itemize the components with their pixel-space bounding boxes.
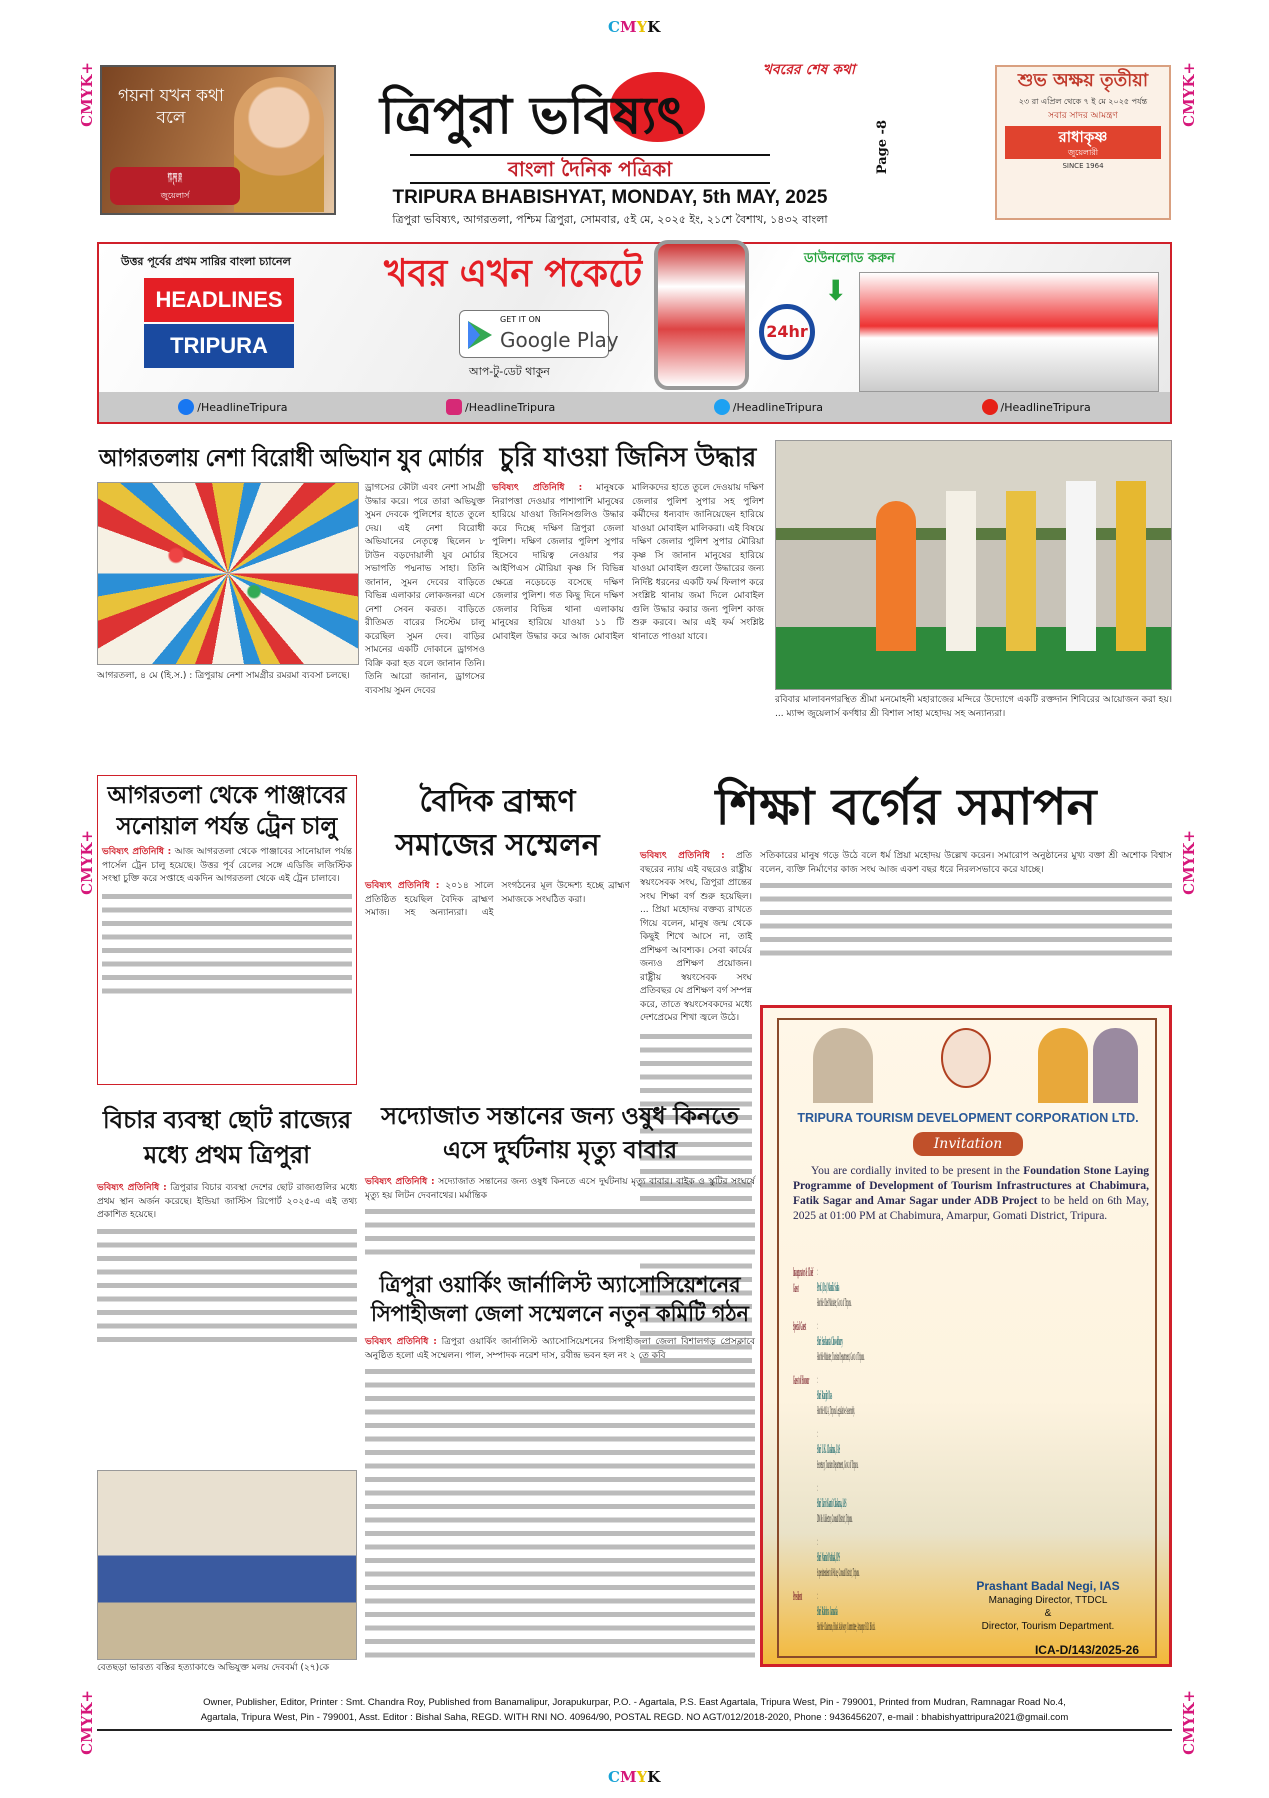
social-facebook[interactable]: /HeadlineTripura bbox=[178, 399, 287, 415]
signatory: Prashant Badal Negi, IAS Managing Director, TTDCL & Director, Tourism Department. bbox=[976, 1579, 1120, 1632]
imprint-line-2: Agartala, Tripura West, Pin - 799001, Asst. Editor : Bishal Saha, REGD. WITH RNI NO. 40964/90, POSTAL REGD. NO AGT/012/2018-2020, Phone : 9436456207, e-mail : bhabishyattripura2021@gmail.com bbox=[200, 1712, 1069, 1723]
subtitle: বাংলা দৈনিক পত্রিকা bbox=[410, 154, 770, 184]
headline-a1: আগরতলায় নেশা বিরোধী অভিযান যুব মোর্চার bbox=[99, 444, 484, 472]
page-number: Page -8 bbox=[875, 120, 890, 175]
cmyk-mark-right-bottom: CMYK+ bbox=[1180, 1690, 1198, 1755]
ad-since: SINCE 1964 bbox=[1062, 161, 1104, 170]
youtube-icon bbox=[982, 399, 998, 415]
guest-row: President : Shri Rabitra Jamatia Hon'ble Chairman, Block Advisory Committee, Amarpur R.D. Block. bbox=[793, 1588, 876, 1633]
guest-row: Special Guest : Shri Sushanta Chowdhury Hon'ble Minister, Tourism Department, Govt. of Tripura. bbox=[793, 1318, 865, 1363]
headline-a5: শিক্ষা বর্গের সমাপন bbox=[715, 777, 1097, 836]
dateline-english: TRIPURA BHABISHYAT, MONDAY, 5th MAY, 2025 bbox=[392, 187, 828, 208]
body-a8: ভবিষ্যৎ প্রতিনিধি : ত্রিপুরা ওয়ার্কিং জার্নালিস্ট অ্যাসোসিয়েশনের সিপাহীজলা জেলা বিশালগড় প্রেসক্লাবে অনুষ্ঠিত হলো এই সম্মেলন। পাল, সম্পাদক নরেশ দাস, রবীন্দ্র ভবন হল নং ২ তে কবি bbox=[365, 1336, 755, 1665]
play-store-icon bbox=[468, 321, 492, 349]
tripura-logo bbox=[941, 1028, 991, 1088]
tourism-invitation-ad[interactable] bbox=[760, 1005, 1172, 1667]
social-bar bbox=[99, 392, 1170, 422]
guest-row: : Shri U.K. Chakma, IAS Secretary, Tourism Department, Govt. of Tripura. bbox=[817, 1426, 859, 1471]
website-mockup bbox=[859, 272, 1159, 392]
body-a6: ভবিষ্যৎ প্রতিনিধি : ত্রিপুরার বিচার ব্যবস্থা দেশের ছোট রাজ্যগুলির মধ্যে প্রথম স্থান অর্জন করেছে। ইন্ডিয়া জাস্টিস রিপোর্ট ২০২৫-এ এই তথ্য প্রকাশিত হয়েছে। bbox=[97, 1182, 357, 1345]
caption-a1: আগরতলা, ৪ মে (হি.স.) : ত্রিপুরায় নেশা সামগ্রীর রমরমা ব্যবসা চলছে। bbox=[97, 671, 350, 681]
ad-dates: ২৩ রা এপ্রিল থেকে ৭ ই মে ২০২৫ পর্যন্ত bbox=[1018, 96, 1148, 106]
cmyk-mark-top: CMYK bbox=[608, 18, 661, 36]
headline-a6: বিচার ব্যবস্থা ছোট রাজ্যের মধ্যে প্রথম ত্রিপুরা bbox=[102, 1106, 352, 1169]
headlines-tripura-banner[interactable] bbox=[97, 242, 1172, 424]
ad-title: শুভ অক্ষয় তৃতীয়া bbox=[1017, 70, 1149, 91]
guest-row: : Shri Namit Pathak, IPS Superintendent of Police, Gomati District, Tripura. bbox=[817, 1534, 860, 1579]
headlines-logo-top: HEADLINES bbox=[144, 278, 294, 322]
jewellery-ad[interactable] bbox=[100, 65, 336, 215]
body-a4: ভবিষ্যৎ প্রতিনিধি : ২০১৪ সালে প্রতিষ্ঠিত হয়েছিল বৈদিক ব্রাহ্মণ সমাজ। সহ অন্যান্যরা। এই সংগঠনের মূল উদ্দেশ্য হচ্ছে ব্রাহ্মণ সমাজকে সংঘঠিত করা। bbox=[365, 881, 630, 918]
twitter-icon bbox=[714, 399, 730, 415]
akshaya-tritiya-ad[interactable] bbox=[995, 65, 1171, 220]
24hr-icon: 24hr bbox=[759, 304, 815, 360]
portrait-right-1 bbox=[1038, 1028, 1088, 1103]
cmyk-mark-left-bottom: CMYK+ bbox=[78, 1690, 96, 1755]
social-twitter[interactable]: /HeadlineTripura bbox=[714, 399, 823, 415]
phone-mockup bbox=[654, 240, 749, 390]
imprint-line-1: Owner, Publisher, Editor, Printer : Smt. Chandra Roy, Published from Banamalipur, Jorapukurpar, P.O. - Agartala, P.S. East Agartala, Tripura West, Pin - 799001, Printed from Mudran, Ramnagar Road No.4, bbox=[203, 1697, 1066, 1708]
headline-a2: চুরি যাওয়া জিনিস উদ্ধার bbox=[499, 443, 757, 473]
ad-code: ICA-D/143/2025-26 bbox=[1034, 1643, 1139, 1657]
headlines-logo-bottom: TRIPURA bbox=[144, 324, 294, 368]
social-instagram[interactable]: /HeadlineTripura bbox=[446, 399, 555, 415]
headline-a3: আগরতলা থেকে পাঞ্জাবের সনোয়াল পর্যন্ত ট্রেন চালু bbox=[107, 781, 347, 841]
cmyk-mark-left-mid: CMYK+ bbox=[78, 830, 96, 895]
download-label: ডাউনলোড করুন bbox=[804, 251, 895, 266]
body-a5-cont: সতিকারের মানুষ গড়ে উঠে বলে ধর্ম প্রিয়া মহোদয় উল্লেখ করেন। সমারোপ অনুষ্ঠানের মুখ্য বক্তা শ্রী অশোক বিশ্বাস বলেন, ব্যক্তি নির্মাণের কাজ সংঘ আজ একশ বছর ধরে নিরলসভাবে করে যাচ্ছে। bbox=[760, 850, 1172, 959]
cmyk-mark-right-mid: CMYK+ bbox=[1180, 830, 1198, 895]
ad-slogan: গয়না যখন কথা বলে bbox=[118, 86, 224, 129]
ad-brand: শ্যাম সুন্দর কোং জুয়েলার্স bbox=[110, 167, 240, 205]
article-a3-box bbox=[97, 775, 357, 1085]
download-icon[interactable]: ⬇ bbox=[824, 274, 848, 307]
body-a2: ভবিষ্যৎ প্রতিনিধি : মানুষকে নিরাপত্তা দেওয়ার পাশাপাশি মানুষের হারিয়ে যাওয়া জিনিসগুলিও উদ্ধার করে দিচ্ছে দক্ষিণ ত্রিপুরা জেলা পুলিশ। দক্ষিণ জেলার পুলিশ সুপার হিসেবে দায়িত্ব নেওয়ার পর আইপিএস মৌরিয়া কৃষ্ণ সি বিভিন্ন ক্ষেত্রে নড়েচড়ে বসেছে দক্ষিণ জেলার পুলিশ। গত কিছু দিনে দক্ষিণ জেলার বিভিন্ন থানা এলাকায় মানুষের হারিয়ে যাওয়া ১১ টি মোবাইল উদ্ধার করে আজ মোবাইল মালিকদের হাতে তুলে দেওয়ায় দক্ষিণ জেলার পুলিশ সুপার সহ পুলিশ কর্মীদের ধন্যবাদ জানিয়েছেন হারিয়ে যাওয়া মোবাইল মালিকরা। এই বিষয়ে দক্ষিণ জেলার পুলিশ সুপার মৌরিয়া কৃষ্ণ সি জানান মানুষের হারিয়ে যাওয়া মোবাইল গুলো উদ্ধারের জন্য নির্দিষ্ট ধরনের একটি ফর্ম ফিলাপ করে সংশ্লিষ্ট থানায় জমা দিলে মোবাইল গুলি উদ্ধার করার জন্য পুলিশ কাজ শুরু করবে। আর এই ফর্ম সংশ্লিষ্ট থানাতে পাওয়া যাবে। bbox=[492, 483, 764, 642]
headline-a7: সদ্যোজাত সন্তানের জন্য ওষুধ কিনতে এসে দুর্ঘটনায় মৃত্যু বাবার bbox=[381, 1102, 739, 1164]
photo-caption: রবিবার মালাবনগরস্থিত শ্রীমা মনমোহনী মহারাজের মন্দিরে উদ্যোগে একটি রক্তদান শিবিরের আয়োজন করা হয়। ... ম্যাপ্স জুয়েলার্স কর্ণধার শ্রী বিশাল সাহা মহোদয় সহ অন্যান্যরা। bbox=[775, 695, 1172, 719]
portrait-right-2 bbox=[1093, 1028, 1138, 1103]
dateline-bengali: ত্রিপুরা ভবিষ্যৎ, আগরতলা, পশ্চিম ত্রিপুরা, সোমবার, ৫ই মে, ২০২৫ ইং, ২১শে বৈশাখ, ১৪৩২ বাংলা bbox=[392, 213, 828, 226]
cmyk-mark-left-top: CMYK+ bbox=[78, 62, 96, 127]
cmyk-mark-bottom: CMYK bbox=[608, 1768, 661, 1786]
body-a1: ড্রাগসের কৌটা এবং নেশা সামগ্রী উদ্ধার করে। পরে তারা অভিযুক্ত সুমন দেবকে পুলিশের হাতে তুলে দেয়। এই নেশা বিরোধী অভিযানের নেতৃত্বে ছিলেন ৮ টাউন বড়দোয়ালী যুব মোর্চার সভাপতি পদ্মনাভ সাহা। তিনি জানান, সুমন দেবের বাড়িতে বিভিন্ন এলাকার লোকজনরা এসে নেশা সেবন করত। বাড়িতে রীতিমত বারের সিস্টেম চালু করেছিল সুমন দেব। বাড়ির সামনের একটি দোকানে ড্রাগসও বিক্রি করা হত বলে জানান তিনি। তিনি আরো জানান, ড্রাগসের ব্যবসায় সুমন দেবের bbox=[365, 483, 485, 696]
body-a7: ভবিষ্যৎ প্রতিনিধি : সদ্যোজাত সন্তানের জন্য ওষুধ কিনতে এসে দুর্ঘটনায় মৃত্যু বাবার। বাইক ও স্কুটির সংঘর্ষে মৃত্যু হয় লিটন দেবনাথের। মর্মান্তিক bbox=[365, 1176, 755, 1259]
police-station-photo bbox=[97, 1470, 357, 1660]
ad-invite: সবার সাদর আমন্ত্রণ bbox=[1048, 110, 1118, 121]
event-photo bbox=[775, 440, 1172, 690]
invitation-ribbon: Invitation bbox=[913, 1132, 1023, 1156]
headline-a4: বৈদিক ব্রাহ্মণ সমাজের সম্মেলন bbox=[395, 784, 600, 863]
headline-a8: ত্রিপুরা ওয়ার্কিং জার্নালিস্ট অ্যাসোসিয়েশনের সিপাহীজলা জেলা সম্মেলনে নতুন কমিটি গঠন bbox=[371, 1273, 749, 1327]
drug-seizure-photo bbox=[97, 482, 359, 665]
guest-row: Inaugurator & Chief Guest : Prof. (Dr.) Manik Saha Hon'ble Chief Minister, Govt. of Tripura. bbox=[793, 1264, 852, 1309]
ad-brand: রাধাকৃষ্ণ জুয়েলারী bbox=[1005, 126, 1161, 159]
caption-a8: বেতছড়া ভারত্য বস্তির হত্যাকাণ্ডে অভিযুক্ত মলয় দেববর্মা (২৭)কে bbox=[97, 1663, 330, 1673]
imprint-footer bbox=[97, 1695, 1172, 1731]
tagline: খবরের শেষ কথা bbox=[762, 62, 855, 78]
social-youtube[interactable]: /HeadlineTripura bbox=[982, 399, 1091, 415]
body-a5: ভবিষ্যৎ প্রতিনিধি : প্রতি বছরের ন্যায় এই বছরেও রাষ্ট্রীয় স্বয়ংসেবক সংঘ, ত্রিপুরা প্রান্তের সংঘ শিক্ষা বর্গ শুরু হয়েছিল। ... প্রিয়া মহোদয় বক্তব্য রাখতে গিয়ে বলেন, মানুষ জন্ম থেকে কিছুই শিখে আসে না, তাই প্রশিক্ষণ আবশ্যক। সেবা কার্যের জন্যও প্রশিক্ষণ প্রয়োজন। রাষ্ট্রীয় স্বয়ংসেবক সংঘ প্রতিবছর যে প্রশিক্ষণ বর্গ সম্পন্ন করে, তাতে স্বয়ংসেবকদের মধ্যে দেশপ্রেমের শিখা জ্বলে উঠে। bbox=[640, 850, 752, 1470]
guest-row: Guest of Honour : Shri Ranjit Das Hon'ble MLA, Tripura Legislative Assembly. bbox=[793, 1372, 855, 1417]
invitation-text: You are cordially invited to be present in the Foundation Stone Laying Programme of Development of Tourism Infrastructures at Chabimura, Fatik Sagar and Amar Sagar under ADB Project to be held on 6th May, 2025 at 01:00 PM at Chabimura, Amarpur, Gomati District, Tripura. bbox=[793, 1165, 1149, 1222]
banner-kicker: উত্তর পূর্বের প্রথম সারির বাংলা চ্যানেল bbox=[121, 255, 291, 268]
banner-stay: আপ-টু-ডেট থাকুন bbox=[469, 365, 550, 378]
body-a3: ভবিষ্যৎ প্রতিনিধি : আজ আগরতলা থেকে পাঞ্জাবের সানোয়াল পর্যন্ত পার্সেল ট্রেন চালু হয়েছে। উত্তর পূর্ব রেলের সঙ্গে এডিজি লজিস্টিক সংস্থা চুক্তি করে সপ্তাহে একদিন আগরতলা থেকে এই ট্রেন চালাবে। bbox=[102, 847, 352, 885]
cmyk-mark-right-top: CMYK+ bbox=[1180, 62, 1198, 127]
banner-headline: খবর এখন পকেটে bbox=[384, 251, 642, 295]
invitation-org: TRIPURA TOURISM DEVELOPMENT CORPORATION LTD. bbox=[797, 1111, 1139, 1125]
masthead bbox=[370, 60, 970, 230]
model-photo bbox=[234, 77, 324, 212]
logo-text: ত্রিপুরা ভবিষ্যৎ bbox=[380, 85, 685, 146]
instagram-icon bbox=[446, 399, 462, 415]
guest-row: : Shri Tarit Kanti Chakma, IAS DM & Collector, Gomati District, Tripura. bbox=[817, 1480, 853, 1525]
google-play-badge[interactable]: GET IT ON Google Play bbox=[459, 310, 609, 358]
facebook-icon bbox=[178, 399, 194, 415]
portrait-left bbox=[813, 1028, 873, 1103]
